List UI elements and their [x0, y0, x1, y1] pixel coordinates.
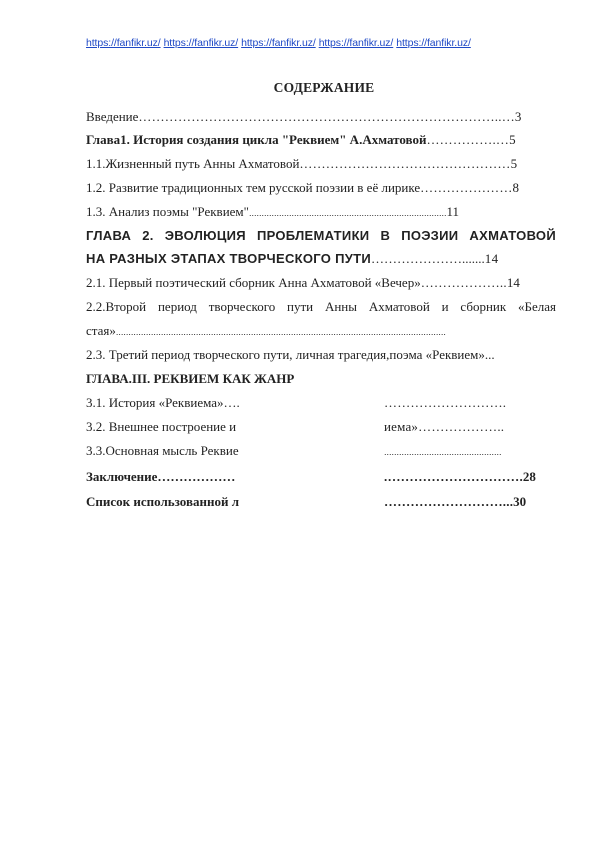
- toc-entry-text: ГЛАВА 2. ЭВОЛЮЦИЯ ПРОБЛЕМАТИКИ В ПОЭЗИИ АХМАТОВОЙ: [86, 228, 556, 243]
- toc-entry-page: 30: [513, 494, 527, 509]
- toc-entry: [86, 156, 556, 172]
- toc-entry-text: 3.2. Внешнее построение и: [86, 419, 237, 434]
- toc-entry: [86, 323, 556, 340]
- toc-entry-page: 5: [509, 132, 516, 147]
- toc-entry-right: [384, 395, 556, 411]
- toc-entry-page: 28: [522, 469, 536, 484]
- toc-entry-dots: ...............................................................................: [248, 208, 447, 218]
- toc-entry-text: Глава1. История создания цикла "Реквием" А.Ахматовой: [86, 132, 427, 147]
- toc-entry-text: 1.2. Развитие традиционных тем русской поэзии в её лирике: [86, 180, 421, 195]
- header-link[interactable]: https://fanfikr.uz/: [163, 37, 239, 49]
- toc-entry-dots: .………………………….: [384, 469, 523, 484]
- toc-entry-text: стая»: [86, 323, 116, 338]
- toc-entry-dots: …………………: [420, 180, 513, 195]
- toc-title: СОДЕРЖАНИЕ: [273, 80, 375, 95]
- header-link[interactable]: https://fanfikr.uz/: [241, 37, 316, 49]
- toc-entry-dots: ....................................................................................................................................: [115, 327, 446, 337]
- toc-entry-text: 2.3. Третий период творческого пути, личная трагедия,поэма «Реквием»...: [86, 347, 495, 362]
- toc-entry-page: 11: [446, 204, 460, 219]
- toc-entry-dots: ………………….......: [371, 251, 485, 266]
- header-link[interactable]: https://fanfikr.uz/: [86, 37, 161, 49]
- header-link[interactable]: https://fanfikr.uz/: [318, 37, 394, 49]
- toc-entry-dots: ...............................................: [384, 447, 502, 457]
- toc-entry: [86, 299, 556, 315]
- toc-entry-text: 1.1.Жизненный путь Анны Ахматовой: [86, 156, 300, 171]
- toc-entry: [86, 180, 556, 196]
- toc-entry-text: 2.1. Первый поэтический сборник Анна Ахматовой «Вечер»: [86, 275, 421, 290]
- toc-entry-text: Введение: [86, 109, 139, 124]
- toc-entry: [86, 204, 556, 221]
- toc-entry-page: 8: [512, 180, 520, 195]
- toc-entry-text: Заключение………………: [86, 469, 236, 484]
- toc-entry-dots: …………….…: [426, 132, 510, 147]
- toc-entry-dots: …………………………………………: [299, 156, 511, 171]
- toc-entry-right: [384, 469, 556, 485]
- header-link[interactable]: https://fanfikr.uz/: [396, 37, 471, 49]
- toc-entry-text: Список использованной л: [86, 494, 239, 509]
- toc-entry: [86, 371, 556, 387]
- toc-entry-text: 2.2.Второй период творческого пути Анны Ахматовой и сборник «Белая: [86, 299, 556, 314]
- toc-entry: [86, 132, 556, 148]
- toc-entry-page: 5: [510, 156, 518, 171]
- header-links: [86, 37, 474, 49]
- toc-entry-right: [384, 419, 556, 435]
- toc-entry-text: НА РАЗНЫХ ЭТАПАХ ТВОРЧЕСКОГО ПУТИ: [86, 251, 372, 266]
- toc-entry-page: 3: [514, 109, 522, 124]
- toc-entry-text: 1.3. Анализ поэмы "Реквием": [86, 204, 249, 219]
- toc-entry: [86, 228, 556, 244]
- toc-entry: [86, 251, 556, 267]
- toc-entry-dots: ………………..: [420, 275, 507, 290]
- toc-entry-page: 14: [506, 275, 520, 290]
- toc-entry-text: 3.3.Основная мысль Реквие: [86, 443, 239, 458]
- toc-entry-dots: ………………………………………………………………………..…: [138, 109, 515, 124]
- toc-entry-dots: ………………………...: [384, 494, 514, 509]
- toc-entry: [86, 347, 556, 363]
- toc-entry-right: [384, 443, 556, 460]
- toc-entry-dots: иема»………………..: [384, 419, 505, 434]
- toc-entry: [86, 109, 556, 125]
- toc-entry-text: ГЛАВА.III. РЕКВИЕМ КАК ЖАНР: [86, 371, 295, 386]
- toc-entry-page: 14: [484, 251, 499, 266]
- toc-entry-dots: ……………………….: [384, 395, 507, 410]
- toc-entry-right: [384, 494, 556, 510]
- toc-entry-text: 3.1. История «Реквиема»….: [86, 395, 240, 410]
- toc-entry: [86, 275, 556, 291]
